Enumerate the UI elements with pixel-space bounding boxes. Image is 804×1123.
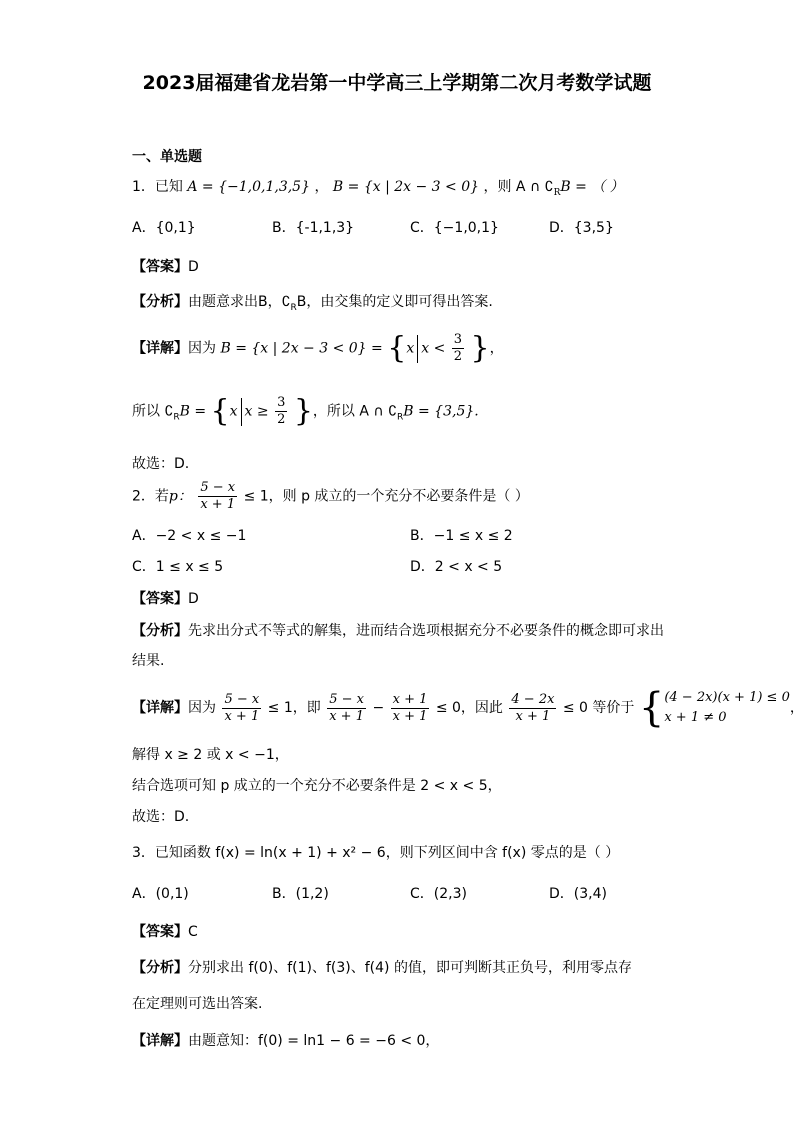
q3-analysis-line2: 在定理则可选出答案. bbox=[132, 996, 263, 1012]
q2-detail-b: ≤ 1，即 bbox=[267, 700, 321, 716]
q1-detail-a: 因为 bbox=[188, 340, 216, 357]
q3-option-c: C．(2,3) bbox=[410, 886, 467, 902]
q3-analysis-line1: 分别求出 f(0)、f(1)、f(3)、f(4) 的值，即可判断其正负号，利用零点存 bbox=[188, 960, 632, 976]
q1-sub-r: R bbox=[553, 187, 561, 198]
q1-stem: 1．已知 A = {−1,0,1,3,5} ， B = {x | 2x − 3 < 0} ，则 A ∩ $∁_RB$ = （ ） bbox=[132, 179, 624, 198]
q1-detail-c: x < bbox=[421, 340, 450, 357]
q2-analysis-line1: 先求出分式不等式的解集，进而结合选项根据充分不必要条件的概念即可求出 bbox=[188, 623, 664, 639]
q1-fraction-3-2: $\frac{3}{2}$ bbox=[453, 332, 463, 364]
q1-option-c: C．{−1,0,1} bbox=[410, 220, 499, 236]
q2-p: p： bbox=[168, 488, 192, 505]
q2-detail-e: ≤ 0 等价于 bbox=[562, 700, 635, 716]
q2-option-a: A．−2 < x ≤ −1 bbox=[132, 528, 247, 544]
q1-detail: 【详解】因为 B = {x | 2x − 3 < 0} = {x x < $\frac{3}{2}$ }， bbox=[132, 330, 504, 366]
q1-option-d: D．{3,5} bbox=[549, 220, 614, 236]
q1-detail2-sub-r2: R bbox=[397, 412, 404, 423]
q2-detail: 【详解】因为 $\frac{5 - x}{x + 1}$ ≤ 1，即 $\frac{5 - x}{x + 1}$ − $\frac{x + 1}{x + 1}$ ≤ 0，因此 $\frac{4 - 2x}{x + 1}$ ≤ 0 等价于 { (4 − 2x)(x + 1) ≤ 0 x + 1 ≠ 0 ， bbox=[132, 685, 804, 731]
q1-number: 1．已知 bbox=[132, 179, 183, 195]
page-title: 2023届福建省龙岩第一中学高三上学期第二次月考数学试题 bbox=[142, 72, 652, 94]
q1-ask-b: B = （ ） bbox=[560, 179, 624, 195]
detail-label: 【详解】 bbox=[132, 1033, 188, 1049]
q1-analysis-text: 由题意求出B，∁ bbox=[188, 294, 291, 310]
q2-fraction: $\frac{5 - x}{x + 1}$ bbox=[200, 480, 236, 512]
q1-detail-d: ， bbox=[489, 340, 504, 357]
q1-analysis bbox=[132, 291, 493, 313]
q2-detail-d: ≤ 0，因此 bbox=[435, 700, 503, 716]
q2-detail-c: − bbox=[372, 700, 385, 716]
q2-analysis-line2: 结果. bbox=[132, 653, 165, 669]
q1-analysis-sub-r: R bbox=[290, 302, 297, 313]
q3-detail-text: 由题意知：f(0) = ln1 − 6 = −6 < 0， bbox=[188, 1033, 440, 1049]
q1-set-b: B = {x | 2x − 3 < 0} bbox=[332, 179, 480, 195]
q2-option-d: D．2 < x < 5 bbox=[410, 559, 503, 575]
q1-detail2-e: B = {3,5}. bbox=[403, 403, 479, 420]
q1-set-a: A = {−1,0,1,3,5} bbox=[187, 179, 310, 195]
q1-detail2-sub-r: R bbox=[173, 412, 180, 423]
q1-analysis-tail: B，由交集的定义即可得出答案. bbox=[296, 294, 493, 310]
q3-stem: 3．已知函数 f(x) = ln(x + 1) + x² − 6，则下列区间中含 f(x) 零点的是（ ） bbox=[132, 845, 620, 861]
q1-ask: ，则 A ∩ ∁ bbox=[483, 179, 554, 195]
q1-detail2-c: x ≥ bbox=[244, 403, 274, 420]
q1-option-a: A．{0,1} bbox=[132, 220, 196, 236]
q1-answer bbox=[132, 256, 199, 276]
q1-option-b: B．{-1,1,3} bbox=[272, 220, 355, 236]
detail-label: 【详解】 bbox=[132, 700, 188, 716]
answer-label: 【答案】 bbox=[132, 259, 188, 275]
q3-detail bbox=[132, 1030, 439, 1050]
q3-analysis bbox=[132, 957, 632, 977]
q2-combine: 结合选项可知 p 成立的一个充分不必要条件是 2 < x < 5， bbox=[132, 778, 502, 794]
q2-stem bbox=[132, 480, 529, 513]
q2-detail-a: 因为 bbox=[188, 700, 216, 716]
q2-option-c: C．1 ≤ x ≤ 5 bbox=[132, 559, 224, 575]
q2-answer bbox=[132, 588, 199, 608]
section-heading: 一、单选题 bbox=[132, 149, 202, 165]
q2-number: 2．若 bbox=[132, 488, 169, 505]
q1-conclusion: 故选：D. bbox=[132, 456, 190, 472]
q2-solve: 解得 x ≥ 2 或 x < −1， bbox=[132, 747, 289, 763]
q3-option-a: A．(0,1) bbox=[132, 886, 189, 902]
q3-option-d: D．(3,4) bbox=[549, 886, 607, 902]
q1-detail2-a: 所以 ∁ bbox=[132, 403, 174, 420]
detail-label: 【详解】 bbox=[132, 340, 188, 357]
q1-detail-b: B = {x | 2x − 3 < 0} = bbox=[220, 340, 388, 357]
q1-detail2-b: B = bbox=[179, 403, 211, 420]
q2-answer-value: D bbox=[188, 591, 199, 607]
q2-system: { (4 − 2x)(x + 1) ≤ 0 x + 1 ≠ 0 bbox=[638, 685, 790, 731]
q3-option-b: B．(1,2) bbox=[272, 886, 329, 902]
q1-detail2-fraction: $\frac{3}{2}$ bbox=[277, 395, 286, 427]
answer-label: 【答案】 bbox=[132, 591, 188, 607]
q1-detail2-d: ，所以 A ∩ ∁ bbox=[312, 403, 397, 420]
q3-answer bbox=[132, 921, 198, 941]
analysis-label: 【分析】 bbox=[132, 623, 188, 639]
q1-detail-2: 所以 $∁_RB = \{x$ x ≥ $\frac{3}{2}$ }，所以 A ∩ $∁_RB = \{3,5\}$. bbox=[132, 393, 479, 429]
analysis-label: 【分析】 bbox=[132, 960, 188, 976]
q2-option-b: B．−1 ≤ x ≤ 2 bbox=[410, 528, 513, 544]
q1-answer-value: D bbox=[188, 259, 199, 275]
q3-answer-value: C bbox=[188, 924, 198, 940]
q2-conclusion: 故选：D. bbox=[132, 809, 190, 825]
analysis-label: 【分析】 bbox=[132, 294, 188, 310]
answer-label: 【答案】 bbox=[132, 924, 188, 940]
q2-condition: ≤ 1，则 p 成立的一个充分不必要条件是（ ） bbox=[243, 488, 529, 505]
q2-analysis bbox=[132, 620, 664, 640]
